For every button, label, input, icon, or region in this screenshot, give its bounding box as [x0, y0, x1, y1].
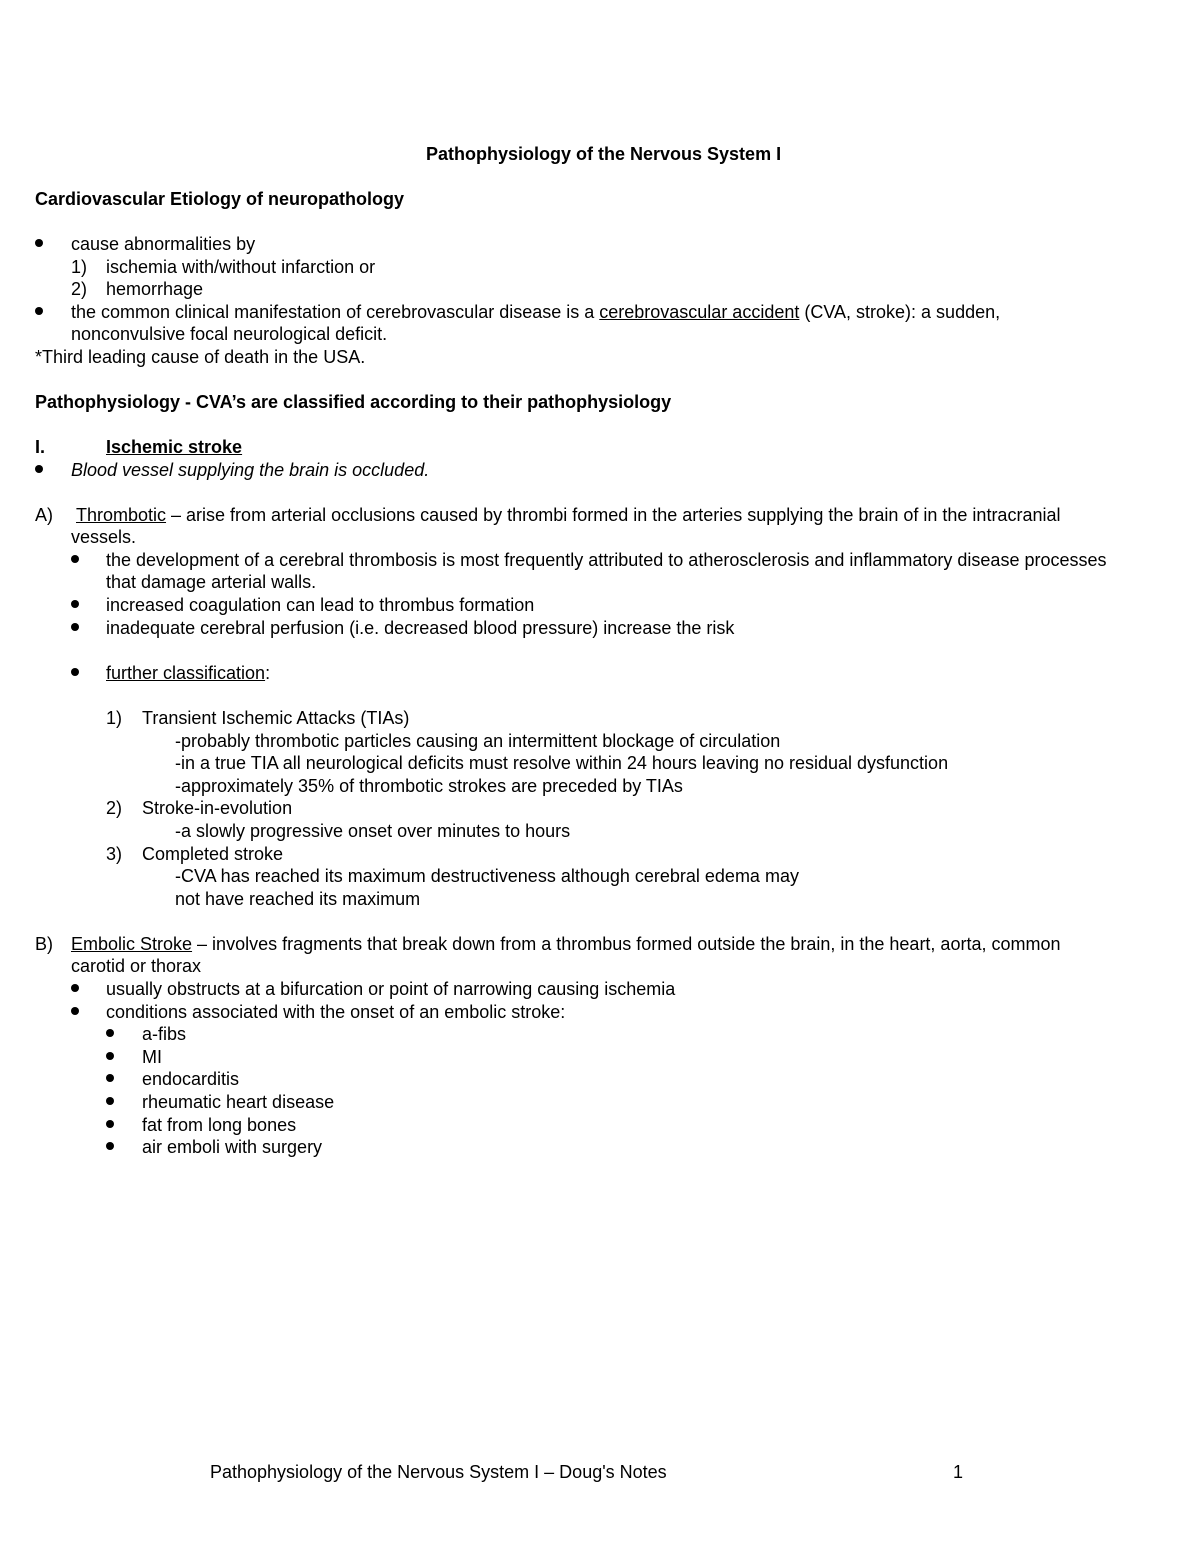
section-heading-cardiovascular: Cardiovascular Etiology of neuropathology	[35, 189, 405, 209]
list-detail: not have reached its maximum	[175, 889, 421, 909]
list-number: 1)	[106, 708, 123, 728]
page-title: Pathophysiology of the Nervous System I	[426, 144, 782, 164]
list-number: 2)	[71, 279, 88, 299]
bullet-icon	[106, 1029, 114, 1037]
cva-term: cerebrovascular accident	[599, 302, 800, 322]
list-detail: -in a true TIA all neurological deficits must resolve within 24 hours leaving no residual dysfunction	[175, 753, 949, 773]
thrombotic-term: Thrombotic	[76, 505, 167, 525]
condition-item: endocarditis	[142, 1069, 240, 1089]
condition-item: fat from long bones	[142, 1115, 297, 1135]
bullet-icon	[71, 623, 79, 631]
list-detail: -approximately 35% of thrombotic strokes are preceded by TIAs	[175, 776, 683, 796]
list-detail: -a slowly progressive onset over minutes to hours	[175, 821, 571, 841]
list-item: Transient Ischemic Attacks (TIAs)	[142, 708, 410, 728]
section-heading-pathophysiology: Pathophysiology - CVA’s are classified according to their pathophysiology	[35, 392, 672, 412]
bullet-icon	[106, 1052, 114, 1060]
bullet-icon	[106, 1142, 114, 1150]
list-detail: -probably thrombotic particles causing an intermittent blockage of circulation	[175, 731, 781, 751]
list-item: hemorrhage	[106, 279, 204, 299]
embolic-line: Embolic Stroke – involves fragments that break down from a thrombus formed outside the brain, in the heart, aorta, common	[71, 934, 1061, 954]
condition-item: a-fibs	[142, 1024, 187, 1044]
subsection-letter: B)	[35, 934, 53, 954]
list-item-continuation: that damage arterial walls.	[106, 572, 317, 592]
list-number: 1)	[71, 257, 88, 277]
list-item: cause abnormalities by	[71, 234, 256, 254]
list-detail: -CVA has reached its maximum destructiveness although cerebral edema may	[175, 866, 799, 886]
bullet-icon	[71, 555, 79, 563]
list-item-continuation: nonconvulsive focal neurological deficit.	[71, 324, 388, 344]
list-item: usually obstructs at a bifurcation or point of narrowing causing ischemia	[106, 979, 676, 999]
thrombotic-line-continuation: vessels.	[71, 527, 137, 547]
condition-item: rheumatic heart disease	[142, 1092, 335, 1112]
subsection-letter: A)	[35, 505, 53, 525]
bullet-icon	[71, 984, 79, 992]
list-number: 2)	[106, 798, 123, 818]
list-item: the development of a cerebral thrombosis is most frequently attributed to atherosclerosis and inflammatory disease processes	[106, 550, 1107, 570]
list-item: increased coagulation can lead to thrombus formation	[106, 595, 535, 615]
list-item: conditions associated with the onset of an embolic stroke:	[106, 1002, 566, 1022]
list-item: Blood vessel supplying the brain is occluded.	[71, 460, 430, 480]
list-item: further classification:	[106, 663, 271, 683]
condition-item: MI	[142, 1047, 162, 1067]
embolic-term: Embolic Stroke	[71, 934, 193, 954]
ischemic-stroke-heading: Ischemic stroke	[106, 437, 243, 457]
list-item: ischemia with/without infarction or	[106, 257, 376, 277]
page-number: 1	[953, 1462, 964, 1482]
list-item: Completed stroke	[142, 844, 284, 864]
list-item: Stroke-in-evolution	[142, 798, 293, 818]
bullet-icon	[106, 1074, 114, 1082]
note: *Third leading cause of death in the USA.	[35, 347, 366, 367]
section-numeral: I.	[35, 437, 46, 457]
bullet-icon	[71, 600, 79, 608]
bullet-icon	[106, 1120, 114, 1128]
thrombotic-line: Thrombotic – arise from arterial occlusions caused by thrombi formed in the arteries supplying the brain of in the intracranial	[76, 505, 1061, 525]
bullet-icon	[106, 1097, 114, 1105]
bullet-icon	[71, 668, 79, 676]
list-item: inadequate cerebral perfusion (i.e. decreased blood pressure) increase the risk	[106, 618, 735, 638]
list-item: the common clinical manifestation of cerebrovascular disease is a cerebrovascular accident (CVA, stroke): a sudden,	[71, 302, 1001, 322]
further-classification-term: further classification	[106, 663, 266, 683]
bullet-icon	[35, 307, 43, 315]
list-number: 3)	[106, 844, 123, 864]
footer-text: Pathophysiology of the Nervous System I – Doug's Notes	[210, 1462, 667, 1482]
bullet-icon	[35, 465, 43, 473]
bullet-icon	[71, 1007, 79, 1015]
bullet-icon	[35, 239, 43, 247]
condition-item: air emboli with surgery	[142, 1137, 323, 1157]
embolic-line-continuation: carotid or thorax	[71, 956, 202, 976]
